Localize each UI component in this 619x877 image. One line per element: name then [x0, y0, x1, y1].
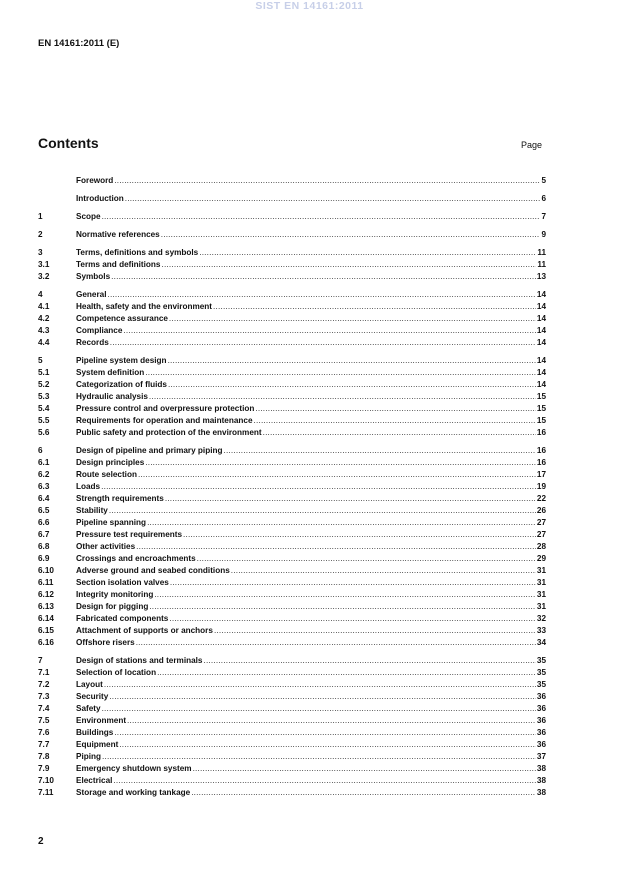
toc-entry-number: 4.2: [38, 314, 50, 323]
toc-dot-leader: [145, 367, 536, 379]
toc-dot-leader: [161, 259, 536, 271]
toc-dot-leader: [183, 529, 536, 541]
toc-entry-page: 17: [536, 470, 546, 479]
toc-entry[interactable]: [38, 637, 546, 649]
toc-entry[interactable]: [38, 445, 546, 457]
toc-entry-title: Route selection: [76, 470, 137, 479]
toc-entry-title: Adverse ground and seabed conditions: [76, 566, 230, 575]
toc-entry-number: 5.6: [38, 428, 50, 437]
toc-entry[interactable]: [38, 457, 546, 469]
toc-dot-leader: [165, 493, 536, 505]
toc-entry-page: 31: [536, 590, 546, 599]
toc-entry-page: 36: [536, 704, 546, 713]
toc-entry-number: 6.3: [38, 482, 50, 491]
toc-dot-leader: [157, 667, 536, 679]
contents-title: Contents: [38, 135, 99, 151]
toc-entry-number: 7.3: [38, 692, 50, 701]
toc-entry-title: Integrity monitoring: [76, 590, 154, 599]
toc-entry-title: Fabricated components: [76, 614, 169, 623]
toc-entry-number: 6.5: [38, 506, 50, 515]
toc-entry-title: Pipeline system design: [76, 356, 167, 365]
toc-entry-page: 36: [536, 716, 546, 725]
toc-dot-leader: [138, 469, 536, 481]
toc-entry-title: Hydraulic analysis: [76, 392, 148, 401]
toc-entry-title: Competence assurance: [76, 314, 168, 323]
toc-entry-title: Normative references: [76, 230, 160, 239]
toc-entry[interactable]: [38, 391, 546, 403]
toc-entry[interactable]: [38, 739, 546, 751]
toc-entry[interactable]: [38, 259, 546, 271]
toc-group: [38, 289, 546, 349]
toc-entry-title: General: [76, 290, 107, 299]
table-of-contents: [38, 175, 546, 805]
toc-entry[interactable]: [38, 517, 546, 529]
toc-entry-number: 6.4: [38, 494, 50, 503]
toc-dot-leader: [145, 457, 536, 469]
toc-entry-title: Emergency shutdown system: [76, 764, 192, 773]
toc-entry[interactable]: [38, 775, 546, 787]
toc-entry[interactable]: [38, 175, 546, 187]
toc-entry-page: 34: [536, 638, 546, 647]
toc-entry-page: 28: [536, 542, 546, 551]
toc-entry-page: 15: [536, 404, 546, 413]
toc-entry-title: Design of pipeline and primary piping: [76, 446, 223, 455]
toc-entry-title: Requirements for operation and maintenance: [76, 416, 253, 425]
toc-dot-leader: [127, 715, 536, 727]
toc-entry-title: Public safety and protection of the environment: [76, 428, 262, 437]
watermark: SIST EN 14161:2011: [255, 0, 364, 12]
toc-entry-number: 4.3: [38, 326, 50, 335]
toc-entry[interactable]: [38, 679, 546, 691]
toc-entry[interactable]: [38, 787, 546, 799]
toc-entry-number: 1: [38, 212, 43, 221]
toc-entry[interactable]: [38, 289, 546, 301]
toc-entry[interactable]: [38, 427, 546, 439]
toc-entry-title: Records: [76, 338, 109, 347]
toc-dot-leader: [102, 211, 541, 223]
toc-entry[interactable]: [38, 577, 546, 589]
toc-group: [38, 355, 546, 439]
toc-entry-page: 35: [536, 668, 546, 677]
toc-entry-title: Introduction: [76, 194, 124, 203]
toc-group: [38, 445, 546, 649]
toc-entry-page: 16: [536, 458, 546, 467]
toc-dot-leader: [147, 517, 536, 529]
toc-entry-number: 6.11: [38, 578, 54, 587]
toc-entry[interactable]: [38, 763, 546, 775]
toc-entry-page: 29: [536, 554, 546, 563]
toc-entry-title: Safety: [76, 704, 101, 713]
toc-entry-page: 14: [536, 368, 546, 377]
toc-entry-number: 7.2: [38, 680, 50, 689]
toc-entry[interactable]: [38, 271, 546, 283]
toc-entry-page: 14: [536, 314, 546, 323]
toc-entry-title: Compliance: [76, 326, 123, 335]
toc-entry[interactable]: [38, 625, 546, 637]
toc-entry-number: 6.13: [38, 602, 54, 611]
toc-dot-leader: [255, 403, 536, 415]
toc-dot-leader: [102, 703, 536, 715]
toc-entry-page: 37: [536, 752, 546, 761]
toc-entry-title: Offshore risers: [76, 638, 135, 647]
toc-dot-leader: [102, 751, 536, 763]
toc-entry[interactable]: [38, 355, 546, 367]
toc-entry-title: Buildings: [76, 728, 114, 737]
toc-entry[interactable]: [38, 601, 546, 613]
toc-entry-number: 6: [38, 446, 43, 455]
toc-entry-page: 38: [536, 788, 546, 797]
toc-entry[interactable]: [38, 379, 546, 391]
toc-entry-number: 6.10: [38, 566, 54, 575]
toc-entry-page: 14: [536, 356, 546, 365]
toc-entry-page: 33: [536, 626, 546, 635]
toc-entry[interactable]: [38, 367, 546, 379]
toc-entry-title: Selection of location: [76, 668, 157, 677]
toc-group: [38, 193, 546, 205]
toc-entry-number: 5.2: [38, 380, 50, 389]
toc-dot-leader: [254, 415, 536, 427]
toc-entry[interactable]: [38, 505, 546, 517]
toc-entry-title: Equipment: [76, 740, 119, 749]
toc-entry[interactable]: [38, 481, 546, 493]
toc-dot-leader: [136, 541, 536, 553]
toc-dot-leader: [170, 577, 536, 589]
toc-entry[interactable]: [38, 751, 546, 763]
toc-dot-leader: [109, 505, 536, 517]
toc-entry-number: 4.4: [38, 338, 50, 347]
toc-entry-number: 6.14: [38, 614, 54, 623]
toc-group: [38, 211, 546, 223]
toc-dot-leader: [161, 229, 541, 241]
toc-entry-title: Layout: [76, 680, 103, 689]
toc-dot-leader: [123, 325, 535, 337]
toc-entry-title: Foreword: [76, 176, 114, 185]
toc-entry-page: 22: [536, 494, 546, 503]
toc-group: [38, 247, 546, 283]
document-id: EN 14161:2011 (E): [38, 38, 120, 49]
toc-entry[interactable]: [38, 565, 546, 577]
toc-dot-leader: [213, 301, 536, 313]
toc-entry-title: Terms and definitions: [76, 260, 161, 269]
toc-dot-leader: [110, 337, 536, 349]
toc-entry-page: 27: [536, 530, 546, 539]
toc-entry-title: Pressure test requirements: [76, 530, 183, 539]
toc-entry-number: 6.12: [38, 590, 54, 599]
toc-entry-number: 3.2: [38, 272, 50, 281]
toc-entry-title: Security: [76, 692, 109, 701]
toc-entry-page: 9: [541, 230, 546, 239]
toc-dot-leader: [154, 589, 536, 601]
toc-dot-leader: [136, 637, 536, 649]
toc-dot-leader: [109, 691, 536, 703]
toc-entry-page: 16: [536, 446, 546, 455]
toc-entry-page: 31: [536, 602, 546, 611]
toc-entry[interactable]: [38, 211, 546, 223]
toc-entry-title: Section isolation valves: [76, 578, 169, 587]
toc-entry-page: 13: [536, 272, 546, 281]
toc-entry-title: Environment: [76, 716, 127, 725]
toc-entry-page: 36: [536, 692, 546, 701]
toc-entry[interactable]: [38, 715, 546, 727]
toc-entry-title: Design of stations and terminals: [76, 656, 203, 665]
toc-dot-leader: [199, 247, 536, 259]
toc-dot-leader: [149, 601, 536, 613]
toc-entry-title: Scope: [76, 212, 101, 221]
toc-entry-number: 5.5: [38, 416, 50, 425]
page-column-label: Page: [521, 140, 543, 150]
toc-entry-page: 35: [536, 656, 546, 665]
toc-entry-page: 14: [536, 338, 546, 347]
toc-entry-page: 6: [541, 194, 546, 203]
toc-dot-leader: [169, 313, 536, 325]
toc-group: [38, 175, 546, 187]
toc-entry[interactable]: [38, 247, 546, 259]
toc-entry-title: Crossings and encroachments: [76, 554, 196, 563]
toc-entry-page: 31: [536, 578, 546, 587]
toc-entry-page: 27: [536, 518, 546, 527]
toc-entry-title: Pressure control and overpressure protection: [76, 404, 255, 413]
toc-entry-page: 31: [536, 566, 546, 575]
toc-entry[interactable]: [38, 313, 546, 325]
toc-dot-leader: [114, 175, 540, 187]
toc-entry-number: 5: [38, 356, 43, 365]
toc-entry[interactable]: [38, 415, 546, 427]
toc-group: [38, 655, 546, 799]
toc-entry[interactable]: [38, 469, 546, 481]
toc-entry[interactable]: [38, 703, 546, 715]
toc-entry-page: 15: [536, 392, 546, 401]
toc-entry-title: Design principles: [76, 458, 145, 467]
toc-dot-leader: [101, 481, 536, 493]
toc-dot-leader: [169, 613, 536, 625]
toc-dot-leader: [191, 787, 536, 799]
toc-entry-page: 26: [536, 506, 546, 515]
toc-entry[interactable]: [38, 655, 546, 667]
toc-entry-number: 7.6: [38, 728, 50, 737]
toc-entry-title: Attachment of supports or anchors: [76, 626, 213, 635]
toc-entry[interactable]: [38, 493, 546, 505]
toc-entry-page: 36: [536, 740, 546, 749]
toc-dot-leader: [168, 379, 536, 391]
toc-dot-leader: [263, 427, 536, 439]
toc-entry-number: 3.1: [38, 260, 50, 269]
toc-entry-page: 14: [536, 326, 546, 335]
toc-entry-title: Piping: [76, 752, 102, 761]
toc-entry-title: Categorization of fluids: [76, 380, 167, 389]
toc-entry-number: 6.16: [38, 638, 54, 647]
toc-group: [38, 229, 546, 241]
toc-entry-number: 6.2: [38, 470, 50, 479]
toc-entry[interactable]: [38, 727, 546, 739]
toc-entry[interactable]: [38, 589, 546, 601]
toc-dot-leader: [231, 565, 536, 577]
toc-entry[interactable]: [38, 529, 546, 541]
toc-entry[interactable]: [38, 193, 546, 205]
toc-entry-page: 38: [536, 776, 546, 785]
toc-entry-number: 2: [38, 230, 43, 239]
toc-entry-title: Design for pigging: [76, 602, 149, 611]
toc-entry-title: Terms, definitions and symbols: [76, 248, 199, 257]
toc-entry-number: 3: [38, 248, 43, 257]
toc-entry-number: 7.1: [38, 668, 50, 677]
toc-entry[interactable]: [38, 667, 546, 679]
toc-dot-leader: [193, 763, 536, 775]
toc-entry-page: 11: [537, 260, 546, 269]
toc-entry-number: 6.1: [38, 458, 50, 467]
toc-entry-number: 6.8: [38, 542, 50, 551]
toc-entry-number: 7.9: [38, 764, 50, 773]
toc-entry-number: 6.15: [38, 626, 54, 635]
toc-entry-title: Stability: [76, 506, 108, 515]
toc-dot-leader: [111, 271, 536, 283]
toc-entry-number: 4.1: [38, 302, 50, 311]
toc-entry[interactable]: [38, 325, 546, 337]
toc-entry-page: 35: [536, 680, 546, 689]
toc-dot-leader: [119, 739, 536, 751]
toc-entry-page: 38: [536, 764, 546, 773]
toc-entry-number: 7.4: [38, 704, 50, 713]
toc-entry-number: 7.8: [38, 752, 50, 761]
toc-entry-number: 4: [38, 290, 43, 299]
toc-dot-leader: [114, 727, 536, 739]
toc-dot-leader: [108, 289, 536, 301]
toc-dot-leader: [203, 655, 535, 667]
toc-entry[interactable]: [38, 301, 546, 313]
toc-entry-page: 36: [536, 728, 546, 737]
toc-entry[interactable]: [38, 691, 546, 703]
toc-entry[interactable]: [38, 553, 546, 565]
toc-entry-title: Health, safety and the environment: [76, 302, 213, 311]
toc-dot-leader: [125, 193, 541, 205]
toc-entry-title: Symbols: [76, 272, 111, 281]
toc-dot-leader: [113, 775, 535, 787]
toc-dot-leader: [214, 625, 536, 637]
toc-entry-number: 6.7: [38, 530, 50, 539]
toc-entry-number: 6.6: [38, 518, 50, 527]
toc-entry-number: 5.1: [38, 368, 50, 377]
toc-entry-title: Loads: [76, 482, 101, 491]
toc-entry-page: 7: [541, 212, 546, 221]
toc-dot-leader: [104, 679, 536, 691]
toc-dot-leader: [223, 445, 535, 457]
toc-entry-number: 7.10: [38, 776, 54, 785]
toc-entry-number: 5.3: [38, 392, 50, 401]
toc-entry-number: 5.4: [38, 404, 50, 413]
toc-entry-title: Other activities: [76, 542, 136, 551]
toc-dot-leader: [168, 355, 536, 367]
toc-entry-title: Pipeline spanning: [76, 518, 147, 527]
page-number: 2: [38, 836, 44, 847]
toc-entry[interactable]: [38, 229, 546, 241]
toc-entry-number: 7.7: [38, 740, 50, 749]
toc-entry[interactable]: [38, 541, 546, 553]
toc-entry-page: 11: [537, 248, 546, 257]
toc-entry-title: Electrical: [76, 776, 113, 785]
toc-entry-number: 6.9: [38, 554, 50, 563]
toc-dot-leader: [197, 553, 536, 565]
toc-entry-page: 5: [541, 176, 546, 185]
toc-entry-page: 14: [536, 290, 546, 299]
toc-dot-leader: [149, 391, 536, 403]
toc-entry-title: System definition: [76, 368, 145, 377]
toc-entry-page: 32: [536, 614, 546, 623]
toc-entry-title: Strength requirements: [76, 494, 164, 503]
toc-entry-title: Storage and working tankage: [76, 788, 191, 797]
toc-entry[interactable]: [38, 337, 546, 349]
toc-entry-number: 7.11: [38, 788, 54, 797]
toc-entry[interactable]: [38, 613, 546, 625]
toc-entry-page: 16: [536, 428, 546, 437]
toc-entry[interactable]: [38, 403, 546, 415]
toc-entry-number: 7: [38, 656, 43, 665]
toc-entry-page: 15: [536, 416, 546, 425]
toc-entry-number: 7.5: [38, 716, 50, 725]
toc-entry-page: 14: [536, 380, 546, 389]
toc-entry-page: 14: [536, 302, 546, 311]
toc-entry-page: 19: [536, 482, 546, 491]
